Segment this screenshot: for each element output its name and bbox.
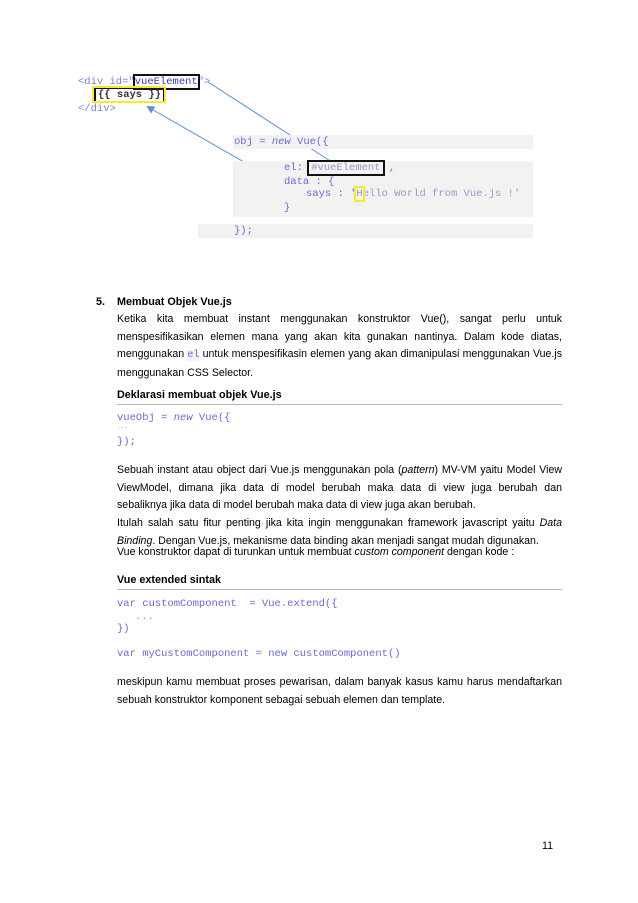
says-value-highlight: H — [356, 188, 363, 200]
ext-code-line-1: var customComponent = Vue.extend({ — [117, 598, 338, 610]
paragraph-3: Itulah salah satu fitur penting jika kita ingin menggunakan framework javascript yaitu Data Binding. Dengan Vue.js, mekanisme data binding akan menjadi sangat mudah digunakan. — [117, 517, 562, 547]
obj-code-el-line: el: #vueElement , — [284, 162, 396, 174]
ext-code-line-2: ... — [135, 611, 154, 623]
inline-code-el: el — [187, 350, 200, 362]
extend-heading: Vue extended sintak — [117, 574, 222, 586]
ext-code-line-4: var myCustomComponent = new customComponent() — [117, 648, 401, 660]
extend-rule — [117, 589, 562, 590]
template-code-line-1: <div id="vueElement"> — [78, 76, 211, 88]
el-selector-highlight: #vueElement — [311, 162, 381, 174]
paragraph-1: Ketika kita membuat instant menggunakan konstruktor Vue(), sangat perlu untuk menspesifikasikan elemen mana yang akan kita gunakan nantinya. Dalam kode diatas, menggunakan el untuk menspesifikasin elemen yang akan dimanipulasi menggunakan Vue.js menggunakan CSS Selector. — [117, 313, 563, 380]
paragraph-2: Sebuah instant atau object dari Vue.js menggunakan pola (pattern) MV-VM yaitu Model View ViewModel, dimana jika data di model berubah maka data di view juga berubah dan sebaliknya jika data di model berubah maka data di view juga akan berubah. — [117, 464, 563, 512]
decl-code-line-1: vueObj = new Vue({ — [117, 412, 231, 424]
mustache-says-highlight: {{ says }} — [98, 89, 162, 101]
mustache-yellow-box — [94, 88, 164, 101]
decl-code-line-3: }); — [117, 436, 136, 448]
paragraph-4: Vue konstruktor dapat di turunkan untuk membuat custom component dengan kode : — [117, 546, 515, 558]
decl-code-line-2: ... — [117, 423, 128, 430]
id-value-highlight: vueElement — [134, 76, 198, 88]
declaration-heading: Deklarasi membuat objek Vue.js — [117, 389, 282, 401]
binding-arrows — [0, 0, 638, 260]
obj-code-close-all: }); — [234, 225, 253, 237]
declaration-rule — [117, 404, 562, 405]
obj-code-close-brace: } — [284, 202, 291, 214]
template-code-line-3: </div> — [78, 103, 116, 115]
arrow-id-to-el — [208, 82, 338, 166]
obj-code-line-1: obj = new Vue({ — [234, 136, 329, 148]
ext-code-line-3: }) — [117, 623, 130, 635]
paragraph-5: meskipun kamu membuat proses pewarisan, dalam banyak kasus kamu harus mendaftarkan sebuah konstruktor komponent sebagai sebuah elemen dan template. — [117, 676, 562, 706]
obj-code-data-line: data : { — [284, 176, 335, 188]
obj-code-says-line: says : 'Hello World from Vue.js !' — [306, 188, 521, 200]
section-title: Membuat Objek Vue.js — [117, 296, 232, 308]
section-number: 5. — [96, 296, 106, 308]
page-number: 11 — [542, 840, 553, 852]
